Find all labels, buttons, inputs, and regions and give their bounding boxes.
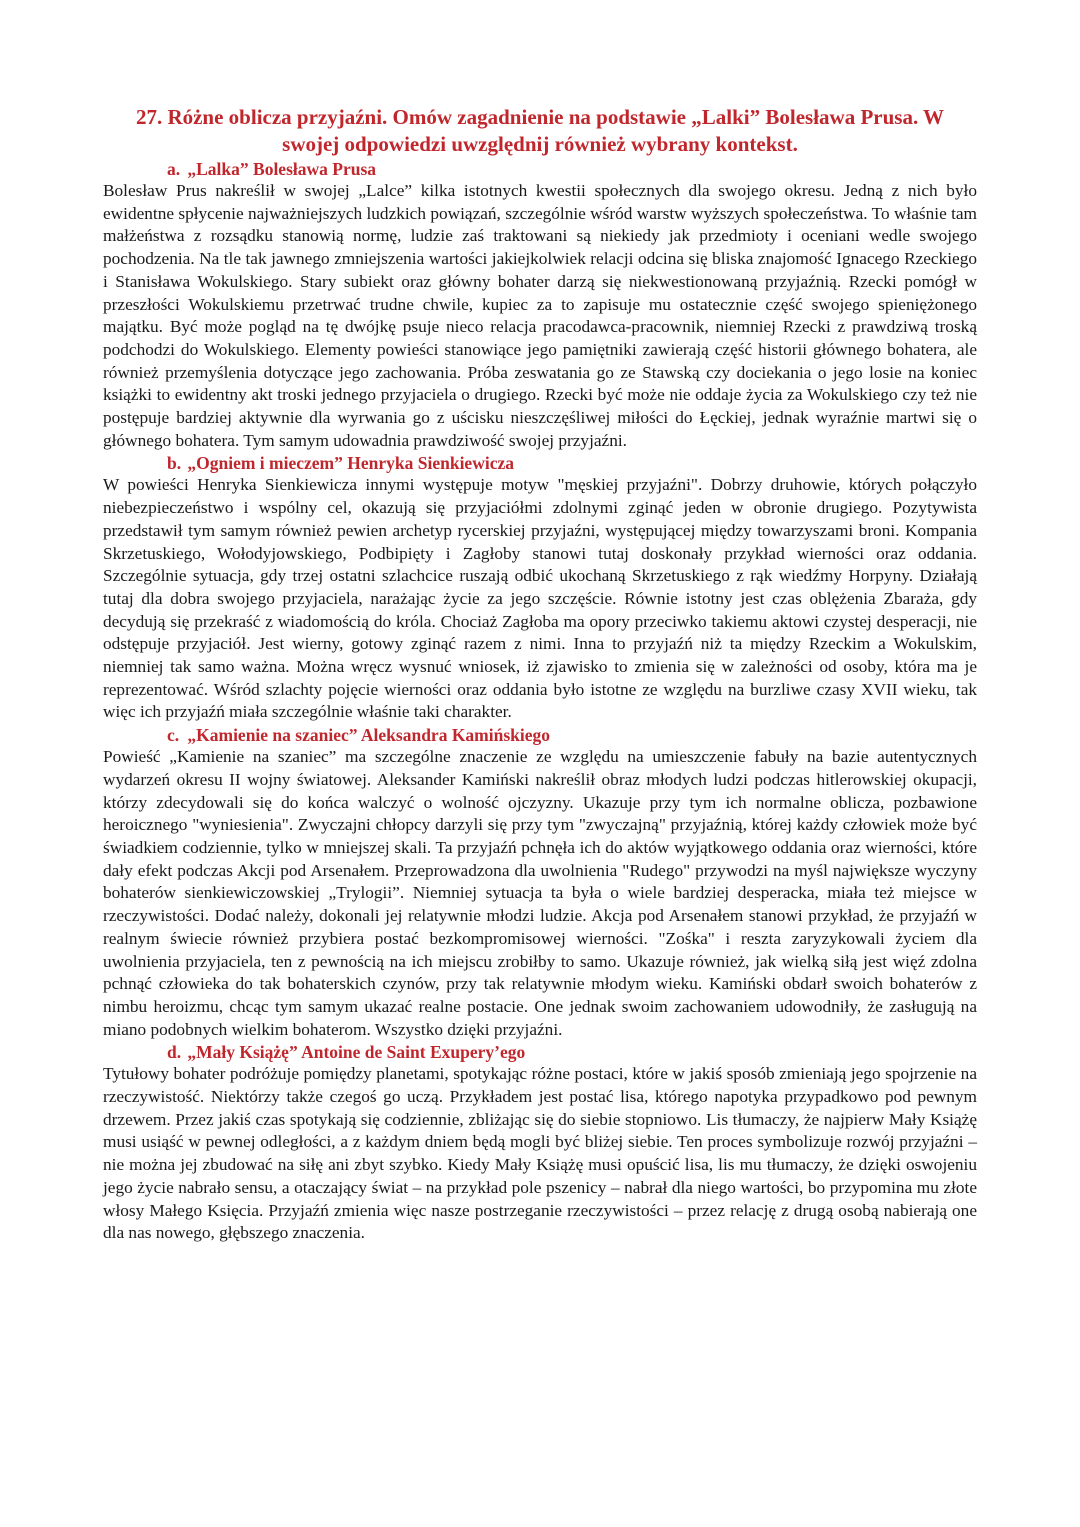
section-heading: [103, 1041, 977, 1063]
document-page: [103, 104, 977, 1245]
section-marker: d.: [167, 1042, 182, 1063]
section-heading: [103, 158, 977, 180]
section-heading-text: „Ogniem i mieczem” Henryka Sienkiewicza: [187, 453, 514, 474]
section-marker: a.: [167, 159, 181, 179]
section-marker: b.: [167, 453, 182, 474]
section-maly-ksiaze: [103, 1041, 977, 1245]
section-lalka: [103, 158, 977, 452]
section-marker: c.: [167, 725, 180, 746]
section-paragraph: Tytułowy bohater podróżuje pomiędzy planetami, spotykając różne postaci, które w jakiś sposób zmieniają jego spojrzenie na rzeczywistość. Niektórzy także czegoś go uczą. Przykładem jest postać lisa, którego napotyka przypadkowo pod pewnym drzewem. Przez jakiś czas spotykają się codziennie, zbliżając się do siebie stopniowo. Lis tłumaczy, że najpierw Mały Książę musi usiąść w pewnej odległości, a z każdym dniem będą mogli być bliżej siebie. Ten proces symbolizuje rozwój przyjaźni – nie można jej zbudować na siłę ani zbyt szybko. Kiedy Mały Książę musi opuścić lisa, lis mu tłumaczy, że dzięki oswojeniu jego życie nabrało sensu, a otaczający świat – na przykład pole pszenicy – nabrał dla niego wartości, bo przypomina mu złote włosy Małego Księcia. Przyjaźń zmienia więc nasze postrzeganie rzeczywistości – przez relację z drugą osobą nabierają one dla nas nowego, głębszego znaczenia.: [103, 1064, 977, 1243]
section-paragraph: Powieść „Kamienie na szaniec” ma szczególne znaczenie ze względu na umieszczenie fabuły na bazie autentycznych wydarzeń okresu II wojny światowej. Aleksander Kamiński nakreślił obraz młodych ludzi podczas hitlerowskiej okupacji, którzy zdecydowali się do końca walczyć o wolność ojczyzny. Ukazuje przy tym ich normalne oblicza, pozbawione heroicznego "wyniesienia". Zwyczajni chłopcy darzyli się przy tym "zwyczajną" przyjaźnią, której każdy człowiek może być świadkiem codziennie, tylko w mniejszej skali. Ta przyjaźń pchnęła ich do aktów wyjątkowego oddania oraz wierności, które dały efekt podczas Akcji pod Arsenałem. Przeprowadzona dla uwolnienia "Rudego" przywodzi na myśl największe wyczyny bohaterów sienkiewiczowskiej „Trylogii”. Niemniej sytuacja ta była o wiele bardziej desperacka, miała też miejsce w rzeczywistości. Dodać należy, dokonali jej relatywnie młodzi ludzie. Akcja pod Arsenałem stanowi przykład, że przyjaźń w realnym świecie również przybiera postać bezkompromisowej wierności. "Zośka" i reszta zaryzykowali życiem dla uwolnienia przyjaciela, ten z pewnością na ich miejscu zrobiłby to samo. Ukazuje również, jak wielką siłą jest więź zdolna pchnąć człowieka do tak bohaterskich czynów, przy tak relatywnie młodym wieku. Kamiński obdarł swoich bohaterów z nimbu heroizmu, chcąc tym samym ukazać realne postacie. One jednak swoim zachowaniem udowodniły, że zasługują na miano podobnych wielkim bohaterom. Wszystko dzięki przyjaźni.: [103, 747, 977, 1039]
section-heading-text: „Lalka” Bolesława Prusa: [187, 159, 377, 179]
section-heading-text: „Mały Książę” Antoine de Saint Exupery’ego: [187, 1042, 526, 1063]
section-heading: [103, 452, 977, 474]
section-ogniem-i-mieczem: [103, 452, 977, 724]
section-heading-text: „Kamienie na szaniec” Aleksandra Kamińskiego: [187, 725, 551, 746]
document-title: 27. Różne oblicza przyjaźni. Omów zagadnienie na podstawie „Lalki” Bolesława Prusa. W swojej odpowiedzi uwzględnij również wybrany kontekst.: [135, 105, 945, 156]
section-paragraph: W powieści Henryka Sienkiewicza innymi występuje motyw "męskiej przyjaźni". Dobrzy druhowie, których połączyło niebezpieczeństwo i wspólny cel, okazują się przyjaciółmi zdolnymi zginąć jeden w obronie drugiego. Pozytywista przedstawił tym samym również pewien archetyp rycerskiej przyjaźni, występującej między towarzyszami broni. Kompania Skrzetuskiego, Wołodyjowskiego, Podbipięty i Zagłoby stanowi tutaj doskonały przykład wierności oraz oddania. Szczególnie sytuacja, gdy trzej ostatni szlachcice ruszają odbić ukochaną Skrzetuskiego z rąk wiedźmy Horpyny. Działają tutaj dla dobra swojego przyjaciela, narażając życie za jego szczęście. Równie istotny jest czas oblężenia Zbaraża, gdy decydują się przekraść z wiadomością do króla. Chociaż Zagłoba ma opory przeciwko takiemu aktowi czystej desperacji, nie odstępuje przyjaciół. Jest wierny, gotowy zginąć razem z nimi. Inna to przyjaźń niż ta między Rzeckim a Wokulskim, niemniej tak samo ważna. Można wręcz wysnuć wniosek, iż zjawisko to zmienia się w zależności od osoby, która ma je reprezentować. Wśród szlachty pojęcie wierności oraz oddania było istotne ze względu na burzliwe czasy XVII wieku, tak więc ich przyjaźń miała szczególnie właśnie taki charakter.: [103, 475, 977, 722]
section-paragraph: Bolesław Prus nakreślił w swojej „Lalce” kilka istotnych kwestii społecznych dla swojego okresu. Jedną z nich było ewidentne spłycenie najważniejszych ludzkich powiązań, szczególnie wśród warstw wyższych społeczeństwa. To właśnie tam małżeństwa z rozsądku stanowią normę, ludzie zaś traktowani są niekiedy jak przedmioty i oceniani wedle swojego pochodzenia. Na tle tak jawnego zmniejszenia wartości jakiejkolwiek relacji odcina się bliska znajomość Ignacego Rzeckiego i Stanisława Wokulskiego. Stary subiekt oraz główny bohater darzą się niekwestionowaną przyjaźnią. Rzecki pomógł w przeszłości Wokulskiemu przetrwać trudne chwile, kupiec za to zapisuje mu ostatecznie część swojego spieniężonego majątku. Być może pogląd na tę dwójkę psuje nieco relacja pracodawca-pracownik, niemniej Rzecki z prawdziwą troską podchodzi do Wokulskiego. Elementy powieści stanowiące jego pamiętniki zawierają część historii głównego bohatera, ale również przemyślenia dotyczące jego zachowania. Próba zeswatania go ze Stawską czy dociekania o jego losie na koniec książki to ewidentny akt troski jednego przyjaciela o drugiego. Rzecki być może nie oddaje życia za Wokulskiego czy też nie postępuje bardziej aktywnie dla wyrwania go z uścisku nieszczęśliwej miłości do Łęckiej, jednak wyraźnie martwi się o głównego bohatera. Tym samym udowadnia prawdziwość swojej przyjaźni.: [103, 181, 977, 450]
section-heading: [103, 724, 977, 746]
section-kamienie-na-szaniec: [103, 724, 977, 1041]
